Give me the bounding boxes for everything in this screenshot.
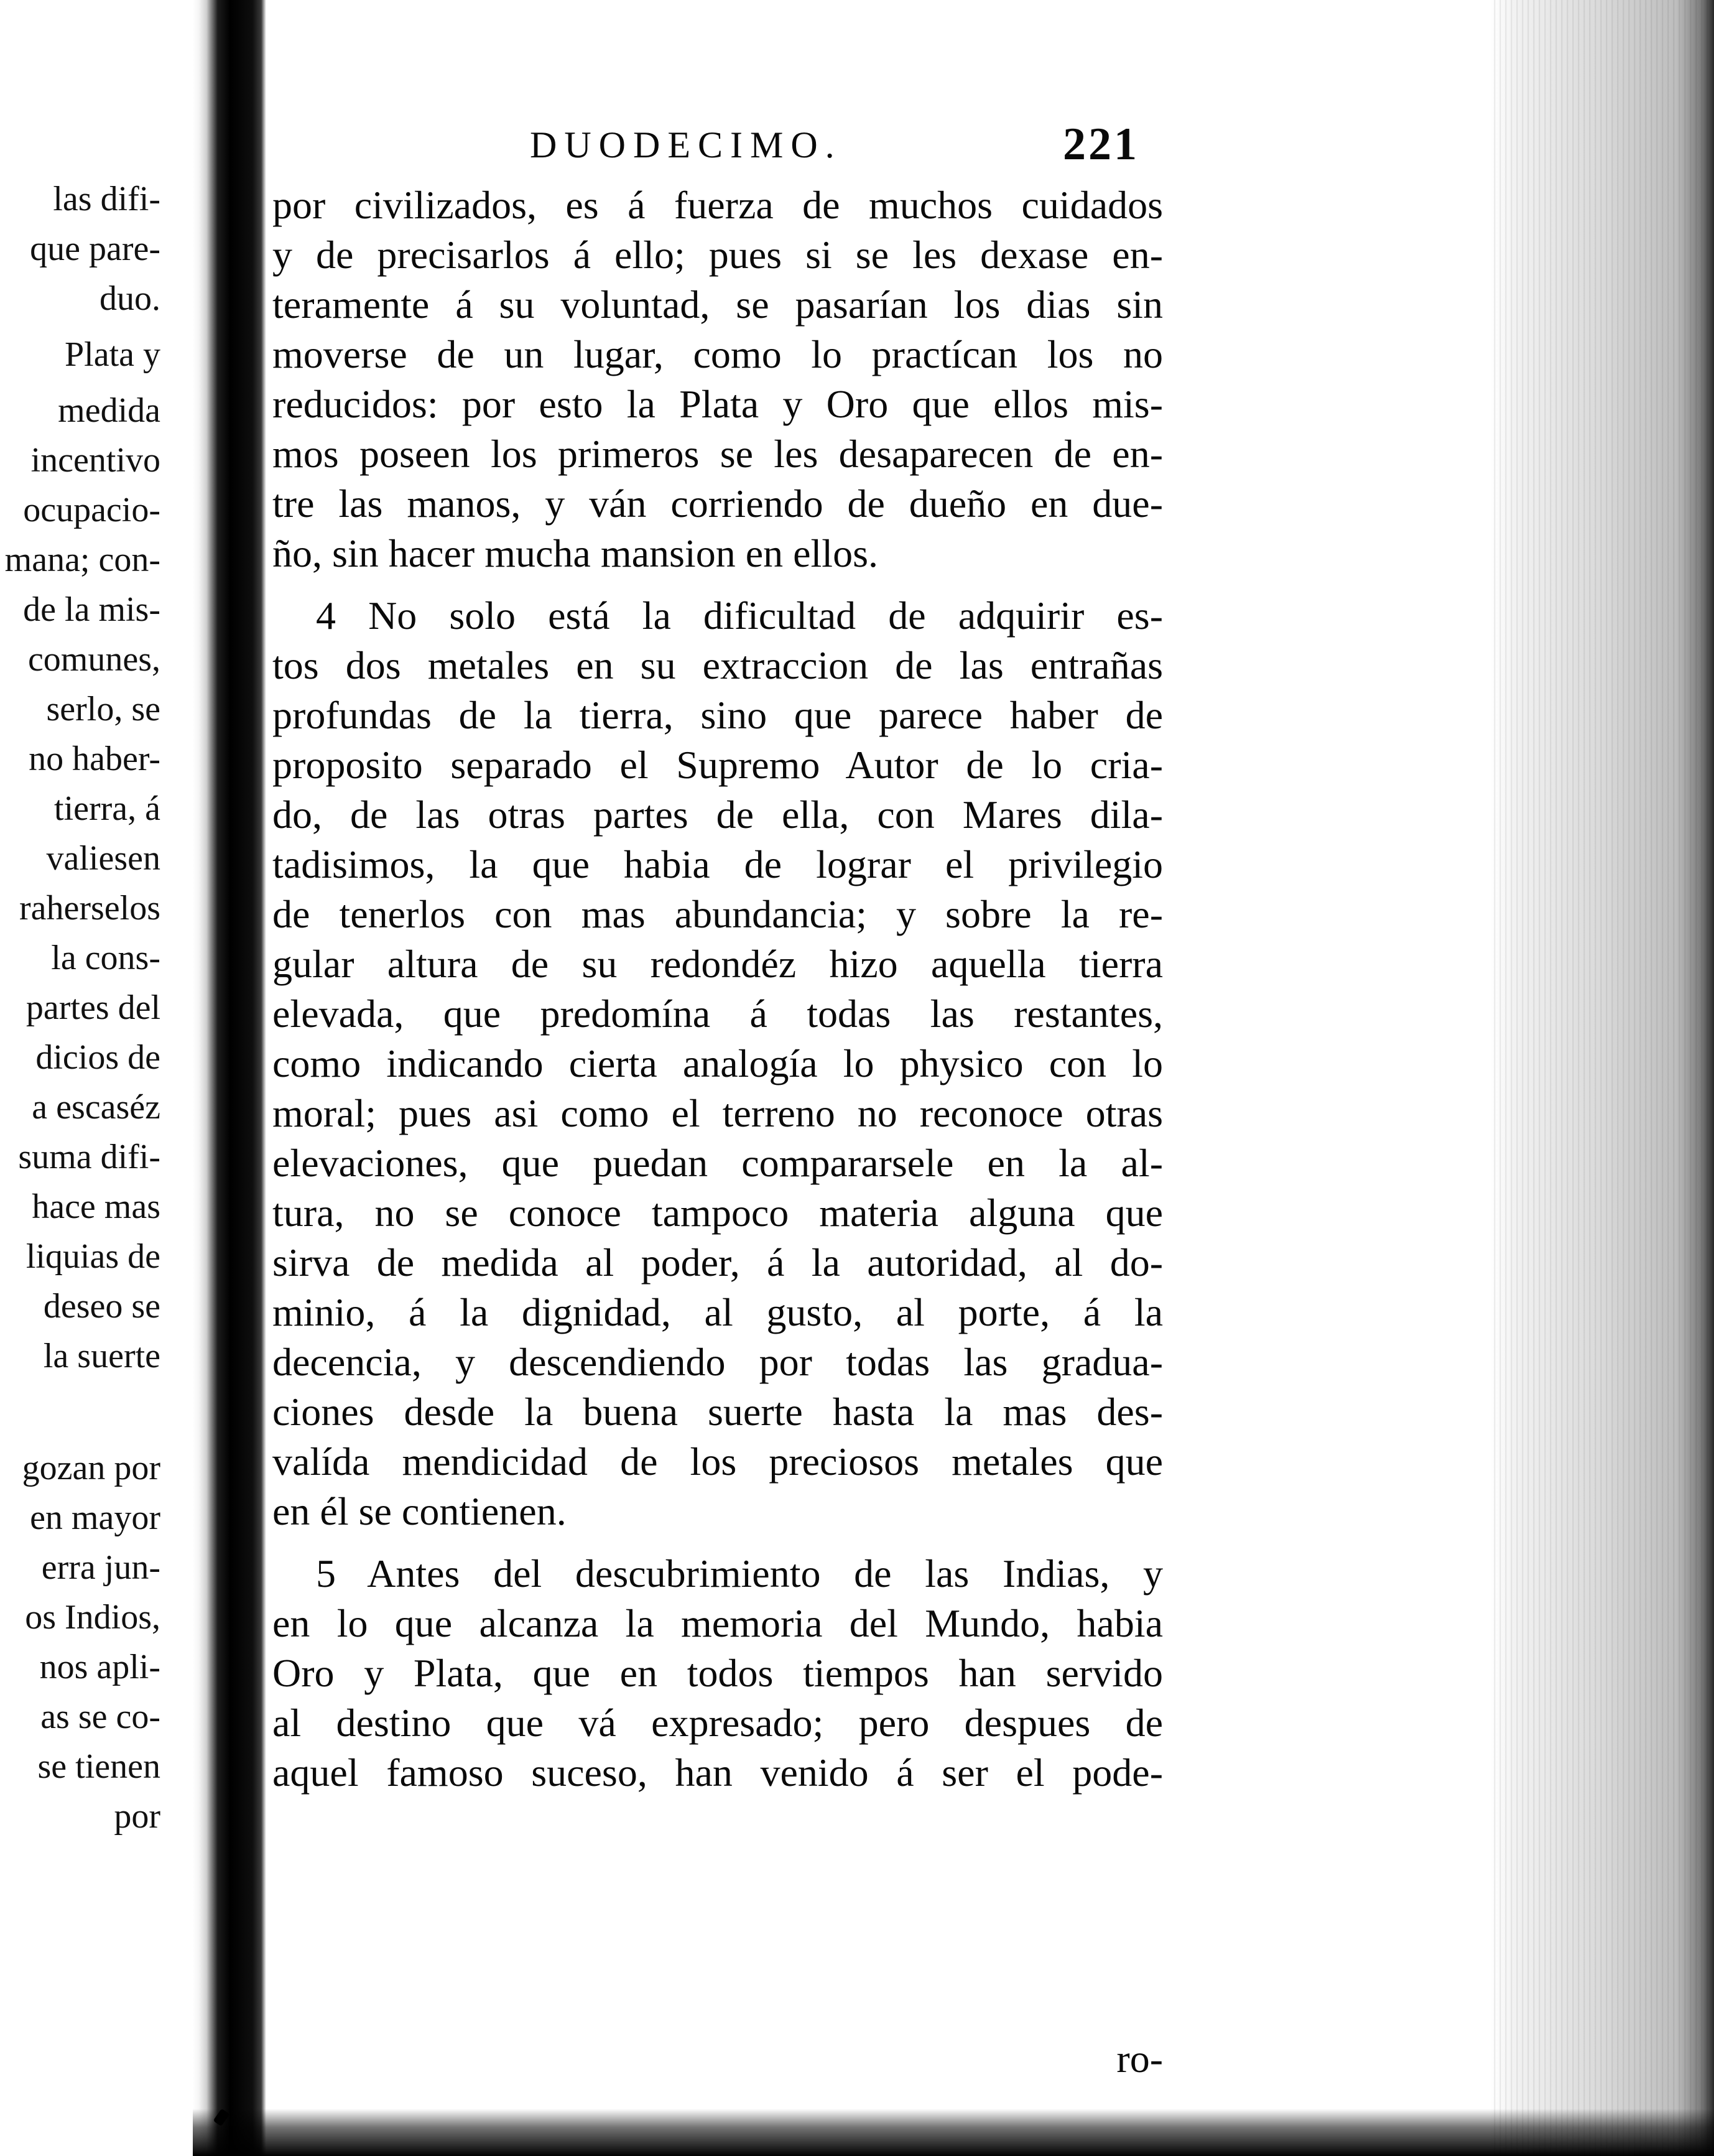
text-line: reducidos: por esto la Plata y Oro que ellos mis- [272, 382, 1163, 426]
running-head: DUODECIMO. [530, 124, 842, 165]
text-line: tre las manos, y ván corriendo de dueño en due- [272, 481, 1163, 526]
paragraph-start: 4 No solo está la dificultad de adquirir es- [316, 593, 1163, 638]
book-gutter [193, 0, 266, 2156]
left-line: valiesen [46, 839, 160, 878]
page-number: 221 [1063, 119, 1139, 170]
text-line: de tenerlos con mas abundancia; y sobre la re- [272, 892, 1163, 936]
left-line: hace mas [32, 1187, 160, 1226]
left-line: las difi- [53, 180, 160, 218]
left-line: suma difi- [18, 1138, 160, 1176]
text-line: moral; pues asi como el terreno no reconoce otras [272, 1091, 1163, 1135]
text-line: Oro y Plata, que en todos tiempos han servido [272, 1651, 1163, 1695]
text-line: elevaciones, que puedan compararsele en la al- [272, 1141, 1163, 1185]
left-line: la cons- [51, 939, 160, 977]
text-line: do, de las otras partes de ella, con Mares dila- [272, 792, 1163, 837]
left-line: que pare- [30, 230, 160, 268]
left-line: ocupacio- [23, 491, 160, 529]
left-line: no haber- [29, 740, 160, 778]
left-page-fragment [0, 0, 193, 2156]
text-line: minio, á la dignidad, al gusto, al porte, á la [272, 1290, 1163, 1334]
text-line: profundas de la tierra, sino que parece haber de [272, 693, 1163, 737]
text-line: aquel famoso suceso, han venido á ser el pode- [272, 1750, 1163, 1795]
left-line: serlo, se [46, 690, 160, 728]
left-line: raherselos [19, 889, 160, 927]
text-line: valída mendicidad de los preciosos metales que [272, 1439, 1163, 1484]
left-line: liquias de [25, 1237, 160, 1276]
left-line: nos apli- [39, 1648, 160, 1686]
left-line: as se co- [40, 1698, 160, 1736]
text-line: mos poseen los primeros se les desaparecen de en- [272, 432, 1163, 476]
left-line: mana; con- [4, 541, 160, 579]
left-line: se tienen [37, 1747, 160, 1786]
left-line: de la mis- [23, 590, 160, 629]
left-line: por [114, 1797, 160, 1836]
left-line: en mayor [30, 1499, 160, 1537]
text-line: teramente á su voluntad, se pasarían los dias sin [272, 282, 1163, 327]
text-line: ciones desde la buena suerte hasta la mas des- [272, 1390, 1163, 1434]
left-line: os Indios, [25, 1598, 160, 1637]
text-line: moverse de un lugar, como lo practícan los no [272, 332, 1163, 376]
text-line: sirva de medida al poder, á la autoridad, al do- [272, 1240, 1163, 1285]
left-line: erra jun- [41, 1548, 160, 1587]
text-line: como indicando cierta analogía lo physico con lo [272, 1041, 1163, 1085]
left-line: la suerte [43, 1337, 160, 1375]
page-header [530, 119, 1139, 173]
text-line: elevada, que predomína á todas las restantes, [272, 992, 1163, 1036]
text-line: en lo que alcanza la memoria del Mundo, habia [272, 1601, 1163, 1645]
left-line: gozan por [22, 1449, 160, 1487]
text-line: en él se contienen. [272, 1489, 567, 1533]
text-line: tura, no se conoce tampoco materia alguna que [272, 1191, 1163, 1235]
left-line: medida [58, 391, 160, 430]
left-line: duo. [100, 279, 160, 318]
left-line: a escaséz [32, 1088, 160, 1127]
text-line: ño, sin hacer mucha mansion en ellos. [272, 531, 878, 575]
page-edge-stack [1490, 0, 1714, 2156]
text-line: gular altura de su redondéz hizo aquella tierra [272, 942, 1163, 986]
text-line: por civilizados, es á fuerza de muchos cuidados [272, 183, 1163, 227]
text-line: al destino que vá expresado; pero despues de [272, 1701, 1163, 1745]
text-line: tadisimos, la que habia de lograr el privilegio [272, 842, 1163, 886]
left-line: dicios de [35, 1038, 160, 1077]
text-line: y de precisarlos á ello; pues si se les dexase en- [272, 233, 1163, 277]
left-line: deseo se [43, 1287, 160, 1326]
paragraph-start: 5 Antes del descubrimiento de las Indias, y [316, 1551, 1163, 1596]
text-line: tos dos metales en su extraccion de las entrañas [272, 643, 1163, 687]
left-line: tierra, á [54, 789, 160, 828]
left-line: partes del [25, 988, 160, 1027]
left-line: Plata y [65, 335, 160, 374]
scan-bottom-shadow [193, 2109, 1714, 2156]
catchword: ro- [1116, 2037, 1163, 2081]
text-line: proposito separado el Supremo Autor de lo cria- [272, 743, 1163, 787]
left-line: comunes, [27, 640, 160, 679]
text-line: decencia, y descendiendo por todas las gradua- [272, 1340, 1163, 1384]
left-line: incentivo [30, 441, 160, 480]
